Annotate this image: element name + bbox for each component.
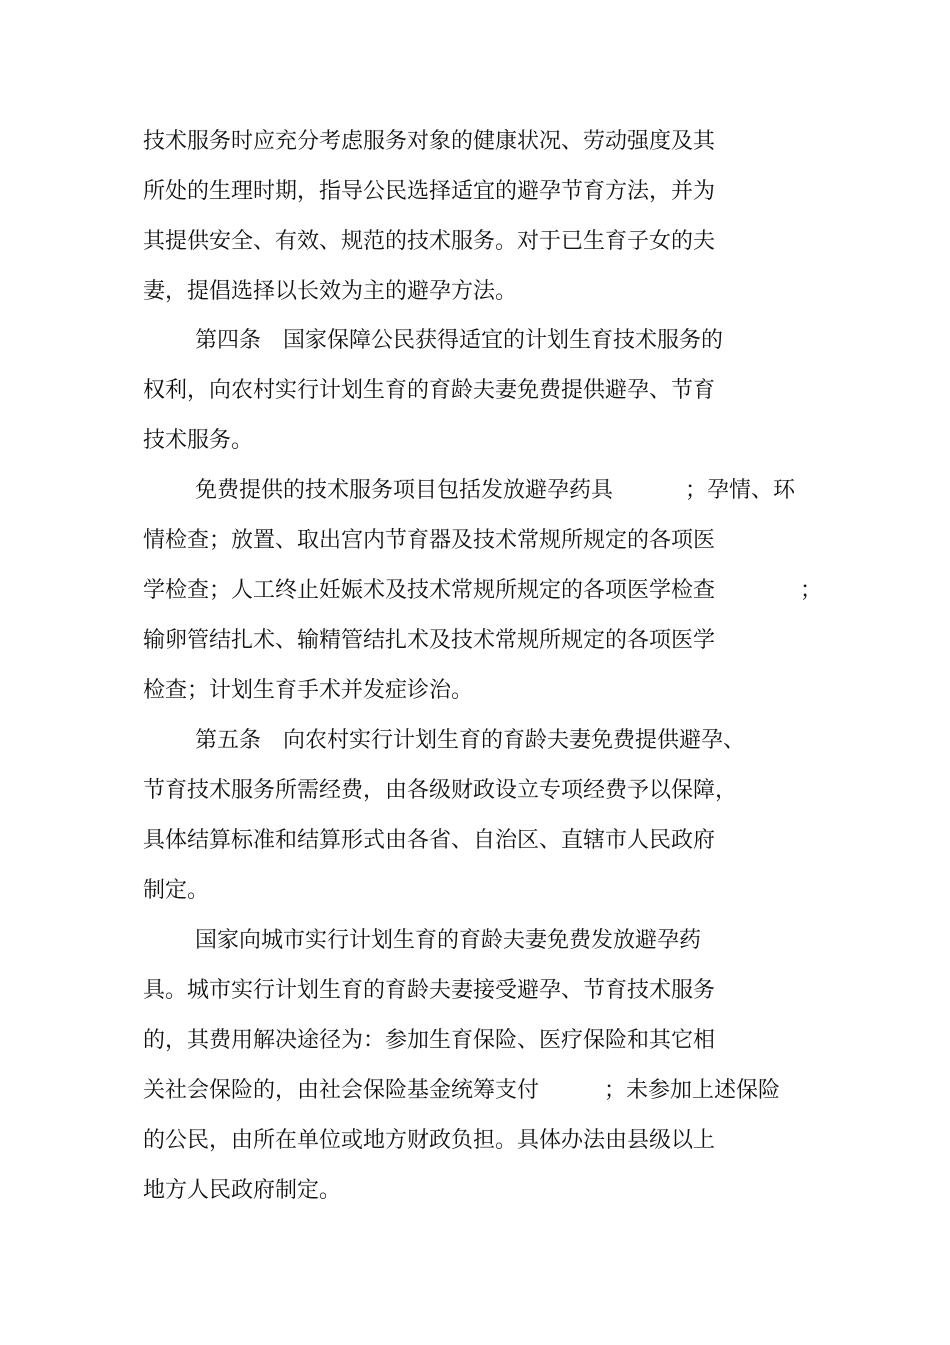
article-four-heading-line: 第四条 国家保障公民获得适宜的计划生育技术服务的 [195, 328, 724, 353]
text-line: 的，其费用解决途径为：参加生育保险、医疗保险和其它相 [143, 1028, 716, 1053]
text-line: 具。城市实行计划生育的育龄夫妻接受避孕、节育技术服务 [143, 978, 716, 1003]
text-line: 国家向城市实行计划生育的育龄夫妻免费发放避孕药 [195, 928, 702, 953]
text-line: 妻，提倡选择以长效为主的避孕方法。 [143, 279, 518, 304]
text-line: 权利，向农村实行计划生育的育龄夫妻免费提供避孕、节育 [143, 378, 716, 403]
text-line-fragment: 免费提供的技术服务项目包括发放避孕药具 [195, 478, 614, 503]
text-line-fragment: ；孕情、环 [685, 478, 796, 503]
text-line: 学检查；人工终止妊娠术及技术常规所规定的各项医学检查 [143, 578, 716, 603]
text-line: 节育技术服务所需经费，由各级财政设立专项经费予以保障， [143, 778, 738, 803]
text-line: 其提供安全、有效、规范的技术服务。对于已生育子女的夫 [143, 229, 716, 254]
text-line: 地方人民政府制定。 [143, 1178, 342, 1203]
article-five-heading-line: 第五条 向农村实行计划生育的育龄夫妻免费提供避孕、 [195, 728, 746, 753]
text-line: 制定。 [143, 878, 210, 903]
text-line-fragment: 关社会保险的，由社会保险基金统筹支付 [143, 1078, 540, 1103]
text-line-fragment: ； [800, 578, 823, 603]
text-line: 的公民，由所在单位或地方财政负担。具体办法由县级以上 [143, 1128, 716, 1153]
text-line: 检查；计划生育手术并发症诊治。 [143, 678, 474, 703]
text-line: 技术服务。 [143, 428, 254, 453]
text-line: 技术服务时应充分考虑服务对象的健康状况、劳动强度及其 [143, 129, 716, 154]
text-line-fragment: ；未参加上述保险 [604, 1078, 781, 1103]
text-line: 具体结算标准和结算形式由各省、自治区、直辖市人民政府 [143, 828, 716, 853]
text-line: 输卵管结扎术、输精管结扎术及技术常规所规定的各项医学 [143, 628, 716, 653]
text-line: 所处的生理时期，指导公民选择适宜的避孕节育方法，并为 [143, 179, 716, 204]
text-line: 情检查；放置、取出宫内节育器及技术常规所规定的各项医 [143, 528, 716, 553]
